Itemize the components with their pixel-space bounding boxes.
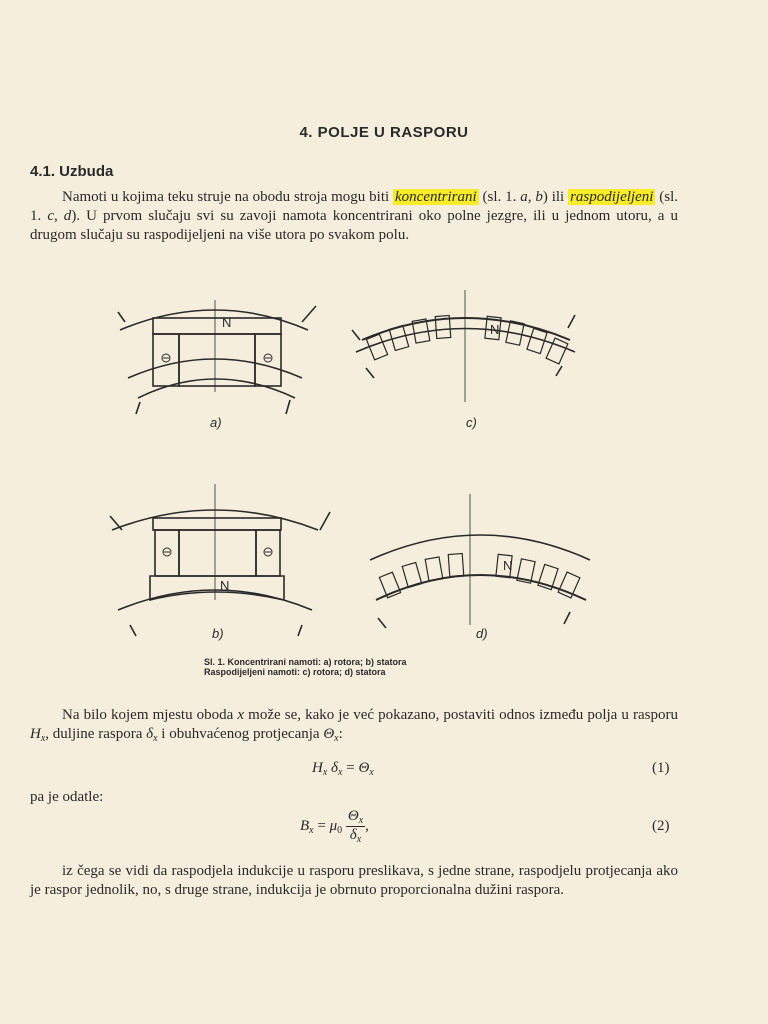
figure-c-rotor-distributed (352, 290, 575, 402)
para2-text-4: i obuhvaćenog protjecanja (157, 726, 324, 742)
figure-a-label: a) (210, 415, 222, 430)
equation-1 (312, 760, 374, 778)
caption-line-2: Raspodijeljeni namoti: c) rotora; d) statora (204, 667, 386, 677)
equation-2-number: (2) (652, 818, 670, 834)
figure-caption (204, 657, 504, 677)
eq1-theta: Θ (358, 760, 370, 776)
para4-text: iz čega se vidi da raspodjela indukcije u rasporu preslikava, s jedne strane, raspodjelu protjecanja ako je raspor jednolik, no, s druge strane, indukcija je obrnuto proporcionalna dužini raspora. (30, 863, 678, 898)
paragraph-odatle: pa je odatle: (30, 789, 104, 805)
equation-2 (300, 808, 369, 845)
para1-ref-ab: a, b (520, 189, 543, 205)
para2-text-5: : (338, 726, 343, 742)
para2-delta-sub: x (153, 733, 158, 744)
para1-text-3: ili (551, 189, 569, 205)
eq2-delta: δ (349, 827, 357, 843)
para1-text-2: (sl. 1. (478, 189, 521, 205)
eq1-delta: δ (331, 760, 339, 776)
eq2-B-sub: x (309, 824, 314, 836)
figure-b-label: b) (212, 626, 224, 641)
para2-theta: Θ (323, 726, 335, 742)
section-title: 4.1. Uzbuda (30, 163, 114, 180)
highlight-koncentrirani: koncentrirani (395, 189, 477, 205)
eq1-theta-sub: x (369, 767, 374, 778)
eq2-equals: = (317, 817, 326, 834)
para2-H-sub: x (40, 733, 46, 744)
paragraph-relation (30, 706, 678, 748)
eq1-H-sub: x (322, 767, 328, 778)
eq1-H: H (312, 760, 323, 776)
figure-a-rotor-concentrated (118, 300, 316, 414)
eq1-delta-sub: x (338, 767, 343, 778)
figure-d-stator-distributed (370, 494, 590, 628)
eq2-mu-sub: 0 (337, 824, 343, 836)
para1-ref-cd: c, d (47, 208, 72, 224)
para2-theta-sub: x (334, 733, 339, 744)
para1-text-5: ). U prvom slučaju svi su zavoji namota koncentrirani oko polne jezgre, ili u jednom utoru, a u drugom slučaju su raspodijeljeni na više utora po svakom polu. (30, 208, 679, 243)
eq2-delta-sub: x (356, 834, 362, 845)
eq2-comma: , (365, 817, 369, 834)
figure-c-pole-label: N (490, 322, 500, 337)
eq2-numerator (346, 808, 365, 827)
figure-d-label: d) (476, 626, 488, 641)
eq2-fraction (346, 808, 365, 845)
para2-delta: δ (146, 726, 154, 742)
eq2-B: B (300, 817, 310, 834)
para1-text-2b: ) (542, 189, 548, 205)
figure-c-label: c) (466, 415, 477, 430)
paragraph-conclusion (30, 862, 678, 900)
para2-text-3: , duljine raspora (45, 726, 147, 742)
eq2-theta-sub: x (358, 815, 364, 826)
para2-H: H (30, 726, 41, 742)
para1-text-4: (sl. 1. (30, 189, 679, 224)
eq2-mu: μ (329, 817, 338, 834)
para2-x: x (237, 707, 245, 723)
para2-text-1: Na bilo kojem mjestu oboda (62, 707, 238, 723)
figure-b-stator-concentrated (110, 484, 330, 636)
figure-a-pole-label: N (222, 315, 232, 330)
eq1-equals: = (346, 760, 355, 776)
highlight-raspodijeljeni: raspodijeljeni (570, 189, 654, 205)
eq2-denominator (346, 827, 365, 845)
figure-b-pole-label: N (220, 578, 230, 593)
eq2-theta: Θ (347, 808, 359, 824)
para1-text-1: Namoti u kojima teku struje na obodu stroja mogu biti (62, 189, 394, 205)
equation-1-number: (1) (652, 760, 670, 776)
chapter-title: 4. POLJE U RASPORU (299, 124, 469, 141)
caption-line-1: Sl. 1. Koncentrirani namoti: a) rotora; b) statora (204, 657, 407, 667)
para2-text-2: može se, kako je već pokazano, postaviti odnos između polja u rasporu (244, 707, 678, 723)
figure-d-pole-label: N (503, 558, 513, 573)
